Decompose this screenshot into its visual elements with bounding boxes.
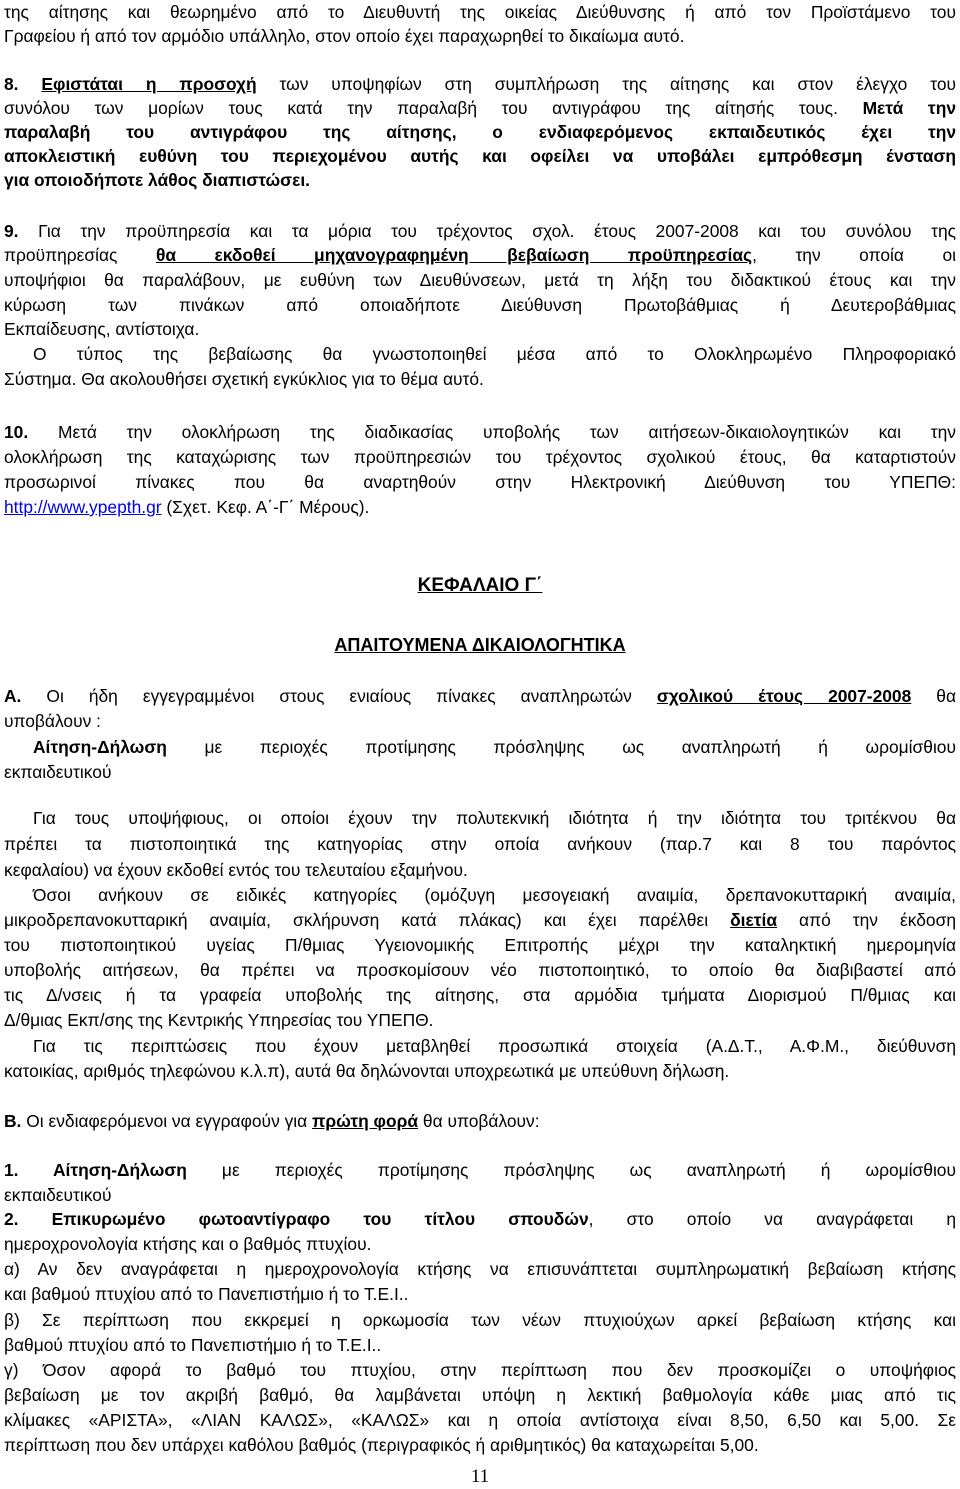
part-a-p4-line-1: Για τις περιπτώσεις που έχουν μεταβληθεί προσωπικά στοιχεία (Α.Δ.Τ., Α.Φ.Μ., διεύθυνση (33, 1036, 956, 1056)
emphasis-text: πρώτη φορά (312, 1111, 419, 1131)
paragraph-line: Γραφείου ή από τον αρμόδιο υπάλληλο, στον οποίο έχει παραχωρηθεί το δικαίωμα αυτό. (4, 26, 685, 46)
part-a-p3-line-5: τις Δ/νσεις ή τα γραφεία υποβολής της αίτησης, στα αρμόδια τμήματα Διορισμού Π/θμιας και (4, 985, 956, 1005)
item-8-line-1 (4, 72, 956, 96)
part-a-p2-line-3: κεφαλαίου) να έχουν εκδοθεί εντός του τελευταίου εξαμήνου. (4, 860, 468, 880)
item-number: 8. (4, 74, 19, 94)
part-label: Β. (4, 1111, 22, 1131)
item-8-line-4: αποκλειστική ευθύνη του περιεχομένου αυτής και οφείλει να υποβάλει εμπρόθεσμη ένσταση (4, 146, 956, 166)
part-a-line-1 (4, 684, 956, 708)
paragraph-text: μικροδρεπανοκυτταρική αναιμία, σκλήρυνση κατά πλάκας) και έχει παρέλθει (4, 910, 731, 930)
section-title: ΑΠΑΙΤΟΥΜΕΝΑ ΔΙΚΑΙΟΛΟΓΗΤΙΚΑ (334, 635, 626, 655)
part-a-p3-line-6: Δ/θμιας Εκπ/σης της Κεντρικής Υπηρεσίας του ΥΠΕΠΘ. (4, 1010, 434, 1030)
part-b-a-line-1: α) Αν δεν αναγράφεται η ημεροχρονολογία κτήσης να επισυνάπτεται συμπληρωματική βεβαίωση κτήσης (4, 1259, 956, 1279)
item-9-line-3: υποψήφιοι θα παραλάβουν, με ευθύνη των Διευθύνσεων, μετά τη λήξη του διδακτικού έτους και την (4, 270, 956, 290)
part-b-c-line-1: γ) Όσον αφορά το βαθμό του πτυχίου, στην περίπτωση που δεν προσκομίζει ο υποψήφιος (4, 1360, 956, 1380)
item-8-line-2 (4, 96, 956, 120)
item-8-line-3: παραλαβή του αντιγράφου της αίτησης, ο ενδιαφερόμενος εκπαιδευτικός έχει την (4, 122, 956, 142)
bold-text: Μετά την (862, 98, 956, 118)
paragraph-text: Οι ήδη εγγεγραμμένοι στους ενιαίους πίνακες αναπληρωτών (21, 686, 657, 706)
bold-text: Επικυρωμένο φωτοαντίγραφο του τίτλου σπουδών (18, 1209, 589, 1229)
item-9-line-2 (4, 243, 956, 267)
bold-text: Αίτηση-Δήλωση (33, 737, 167, 757)
part-b-c-line-2: βεβαίωση με τον ακριβή βαθμό, θα λαμβάνεται υπόψη η λεκτική βαθμολογία κάθε μιας από τις (4, 1385, 956, 1405)
emphasis-text: θα εκδοθεί μηχανογραφημένη βεβαίωση προϋπηρεσίας (155, 245, 753, 265)
part-a-p4-line-2: κατοικίας, αριθμός τηλεφώνου κ.λ.π), αυτά θα δηλώνονται υποχρεωτικά με υπεύθυνη δήλωση. (4, 1061, 730, 1081)
part-label: Α. (4, 686, 22, 706)
bold-text: Αίτηση-Δήλωση (18, 1160, 187, 1180)
part-b-c-line-4: περίπτωση που δεν υπάρχει καθόλου βαθμός (περιγραφικός ή αριθμητικός) θα καταχωρείται 5,00. (4, 1435, 759, 1455)
paragraph-text: θα (911, 686, 956, 706)
paragraph-line: της αίτησης και θεωρημένο από το Διευθυντή της οικείας Διεύθυνσης ή από τον Προϊστάμενο του (4, 2, 956, 22)
part-a-line-4: εκπαιδευτικού (4, 762, 112, 782)
part-b-b-line-2: βαθμού πτυχίου από το Πανεπιστήμιο ή το Τ.Ε.Ι.. (4, 1335, 382, 1355)
paragraph-text: συνόλου των μορίων τους κατά την παραλαβή του αντιγράφου της αίτησής τους. (4, 98, 863, 118)
part-a-p3-line-4: υποβολής αιτήσεων, θα πρέπει να προσκομίσουν νέο πιστοποιητικό, το οποίο θα διαβιβαστεί από (4, 960, 956, 980)
part-b-item-2-line-1 (4, 1207, 956, 1231)
paragraph-text: Μετά την ολοκλήρωση της διαδικασίας υποβολής των αιτήσεων-δικαιολογητικών και την (28, 422, 956, 442)
ypepth-link[interactable]: http://www.ypepth.gr (4, 497, 162, 517)
item-10-line-1 (4, 420, 956, 444)
item-number: 2. (4, 1209, 19, 1229)
item-9-line-5: Εκπαίδευσης, αντίστοιχα. (4, 319, 200, 339)
item-9-line-1 (4, 219, 956, 243)
paragraph-text: , την οποία οι (752, 245, 956, 265)
item-8-line-5: για οποιοδήποτε λάθος διαπιστώσει. (4, 170, 310, 190)
part-b-a-line-2: και βαθμού πτυχίου από το Πανεπιστήμιο ή το Τ.Ε.Ι.. (4, 1284, 409, 1304)
item-10-line-4 (4, 495, 956, 519)
part-a-p3-line-3: του πιστοποιητικού υγείας Π/θμιας Υγειονομικής Επιτροπής μέχρι την καταληκτική ημερομηνία (4, 935, 956, 955)
part-b-line-1 (4, 1109, 956, 1133)
part-b-item-1-line-1 (4, 1158, 956, 1182)
part-b-c-line-3: κλίμακες «ΑΡΙΣΤΑ», «ΛΙΑΝ ΚΑΛΩΣ», «ΚΑΛΩΣ» και η οποία αντίστοιχα είναι 8,50, 6,50 και 5,00. Σε (4, 1410, 956, 1430)
item-number: 9. (4, 221, 19, 241)
item-9-line-6: Ο τύπος της βεβαίωσης θα γνωστοποιηθεί μέσα από το Ολοκληρωμένο Πληροφοριακό (33, 344, 956, 364)
part-a-p3-line-1: Όσοι ανήκουν σε ειδικές κατηγορίες (ομόζυγη μεσογειακή αναιμία, δρεπανοκυτταρική αναιμία, (33, 885, 956, 905)
paragraph-text: με περιοχές προτίμησης πρόσληψης ως αναπληρωτή ή ωρομίσθιου (166, 737, 956, 757)
chapter-title: ΚΕΦΑΛΑΙΟ Γ΄ (417, 575, 543, 596)
part-a-p3-line-2 (4, 908, 956, 932)
paragraph-text: των υποψηφίων στη συμπλήρωση της αίτησης και στον έλεγχο του (256, 74, 956, 94)
emphasis-text: Εφιστάται η προσοχή (41, 74, 257, 94)
paragraph-text: Οι ενδιαφερόμενοι να εγγραφούν για (21, 1111, 313, 1131)
part-a-line-3 (33, 735, 956, 759)
paragraph-text: (Σχετ. Κεφ. Α΄-Γ΄ Μέρους). (161, 497, 370, 517)
part-a-p2-line-1: Για τους υποψήφιους, οι οποίοι έχουν την πολυτεκνική ιδιότητα ή την ιδιότητα του τριτέκνου θα (33, 808, 956, 828)
item-10-line-3: προσωρινοί πίνακες που θα αναρτηθούν στην Ηλεκτρονική Διεύθυνση του ΥΠΕΠΘ: (4, 472, 956, 492)
emphasis-text: διετία (730, 910, 778, 930)
item-9-line-4: κύρωση των πινάκων από οποιαδήποτε Διεύθυνση Πρωτοβάθμιας ή Δευτεροβάθμιας (4, 295, 956, 315)
part-b-item-2-line-2: ημεροχρονολογία κτήσης και ο βαθμός πτυχίου. (4, 1234, 372, 1254)
paragraph-text: Για την προϋπηρεσία και τα μόρια του τρέχοντος σχολ. έτους 2007-2008 και του συνόλου της (18, 221, 956, 241)
paragraph-text: με περιοχές προτίμησης πρόσληψης ως αναπληρωτή ή ωρομίσθιου (186, 1160, 956, 1180)
paragraph-text: από την έκδοση (777, 910, 957, 930)
part-b-item-1-line-2: εκπαιδευτικού (4, 1185, 112, 1205)
paragraph-text: , στο οποίο να αναγράφεται η (588, 1209, 956, 1229)
part-b-b-line-1: β) Σε περίπτωση που εκκρεμεί η ορκωμοσία των νέων πτυχιούχων αρκεί βεβαίωση κτήσης και (4, 1310, 956, 1330)
item-number: 1. (4, 1160, 19, 1180)
part-a-line-2: υποβάλουν : (4, 711, 101, 731)
emphasis-text: σχολικού έτους 2007-2008 (656, 686, 912, 706)
item-10-line-2: ολοκλήρωση της καταχώρισης των προϋπηρεσιών του τρέχοντος σχολικού έτους, θα καταρτιστούν (4, 447, 956, 467)
item-9-line-7: Σύστημα. Θα ακολουθήσει σχετική εγκύκλιος για το θέμα αυτό. (4, 369, 484, 389)
page-number: 11 (470, 1466, 490, 1487)
paragraph-text: θα υποβάλουν: (418, 1111, 540, 1131)
paragraph-text: προϋπηρεσίας (4, 245, 156, 265)
part-a-p2-line-2: πρέπει τα πιστοποιητικά της κατηγορίας στην οποία ανήκουν (παρ.7 και 8 του παρόντος (4, 834, 956, 854)
item-number: 10. (4, 422, 29, 442)
